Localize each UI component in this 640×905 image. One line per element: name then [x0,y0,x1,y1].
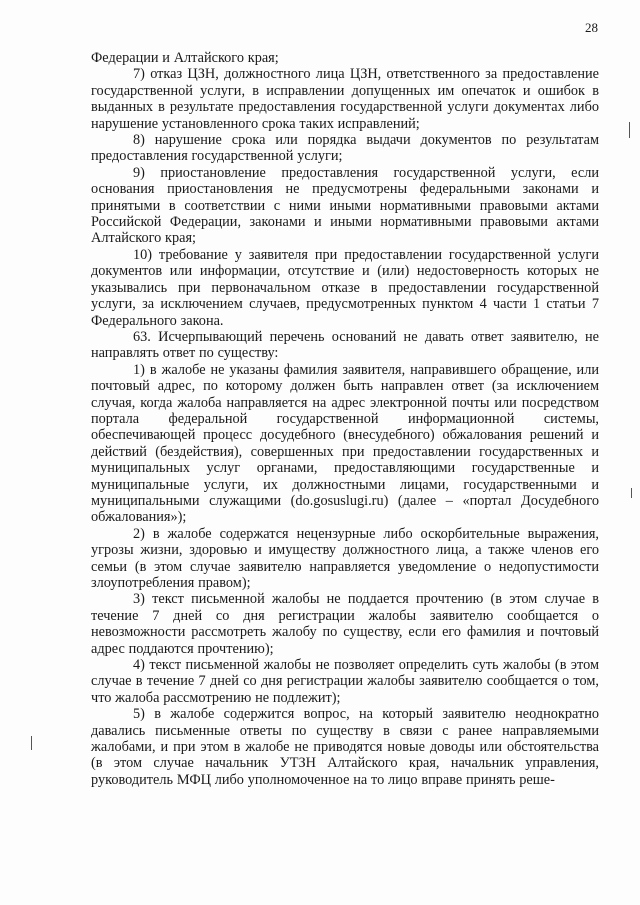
paragraph-subitem-4: 4) текст письменной жалобы не позволяет определить суть жалобы (в этом случае в течение 7 дней со дня регистрации жалобы заявителю сообщается о том, что жалоба рассмотрению не подлежит); [91,657,599,706]
paragraph-item-10: 10) требование у заявителя при предоставлении государственной услуги документов или информации, отсутствие и (или) недостоверность которых не указывались при первоначальном отказе в предоставлении государственной услуги, за исключением случаев, предусмотренных пунктом 4 части 1 статьи 7 Федерального закона. [91,246,599,329]
paragraph-continuation: Федерации и Алтайского края; [91,50,279,66]
paragraph-subitem-1: 1) в жалобе не указаны фамилия заявителя, направившего обращение, или почтовый адрес, по которому должен быть направлен ответ (за исключением случая, когда жалоба направляется на адрес электронной почты или посредством портала федеральной государственной информационной системы, обеспечивающей процесс досудебного (внесудебного) обжалования решений и действий (бездействия), совершенных при предоставлении государственных и муниципальных услуг органами, предоставляющими государственные и муниципальные услуги, их должностными лицами, государственными и муниципальными служащими (do.gosuslugi.ru) (далее – «портал Досудебного обжалования»); [91,361,599,526]
paragraph-section-63: 63. Исчерпывающий перечень оснований не давать ответ заявителю, не направлять ответ по существу: [91,328,599,362]
paragraph-item-9: 9) приостановление предоставления государственной услуги, если основания приостановления не предусмотрены федеральными законами и принятыми в соответствии с ними иными нормативными правовыми актами Российской Федерации, законами и иными нормативными правовыми актами Алтайского края; [91,164,599,247]
scan-mark-left [31,736,32,750]
paragraph-item-8: 8) нарушение срока или порядка выдачи документов по результатам предоставления государственной услуги; [91,132,599,165]
document-text [91,50,599,788]
scan-mark-right-1 [629,122,630,138]
paragraph-subitem-2: 2) в жалобе содержатся нецензурные либо оскорбительные выражения, угрозы жизни, здоровью и имуществу должностного лица, а также членов его семьи (в этом случае заявителю направляется уведомление о недопустимости злоупотребления правом); [91,525,599,591]
page-number: 28 [585,20,598,35]
paragraph-subitem-3: 3) текст письменной жалобы не поддается прочтению (в этом случае в течение 7 дней со дня регистрации жалобы заявителю сообщается о невозможности рассмотреть жалобу по существу, если его фамилия и почтовый адрес поддаются прочтению); [91,591,599,657]
paragraph-item-7: 7) отказ ЦЗН, должностного лица ЦЗН, ответственного за предоставление государственной услуги, в исправлении допущенных им опечаток и ошибок в выданных в результате предоставления государственной услуги документах либо нарушение установленного срока таких исправлений; [91,66,599,132]
scan-mark-right-2 [631,488,632,498]
paragraph-subitem-5: 5) в жалобе содержится вопрос, на который заявителю неоднократно давались письменные ответы по существу в связи с ранее направляемыми жалобами, и при этом в жалобе не приводятся новые доводы или обстоятельства (в этом случае начальник УТЗН Алтайского края, начальник управления, руководитель МФЦ либо уполномоченное на то лицо вправе принять реше- [91,706,599,788]
